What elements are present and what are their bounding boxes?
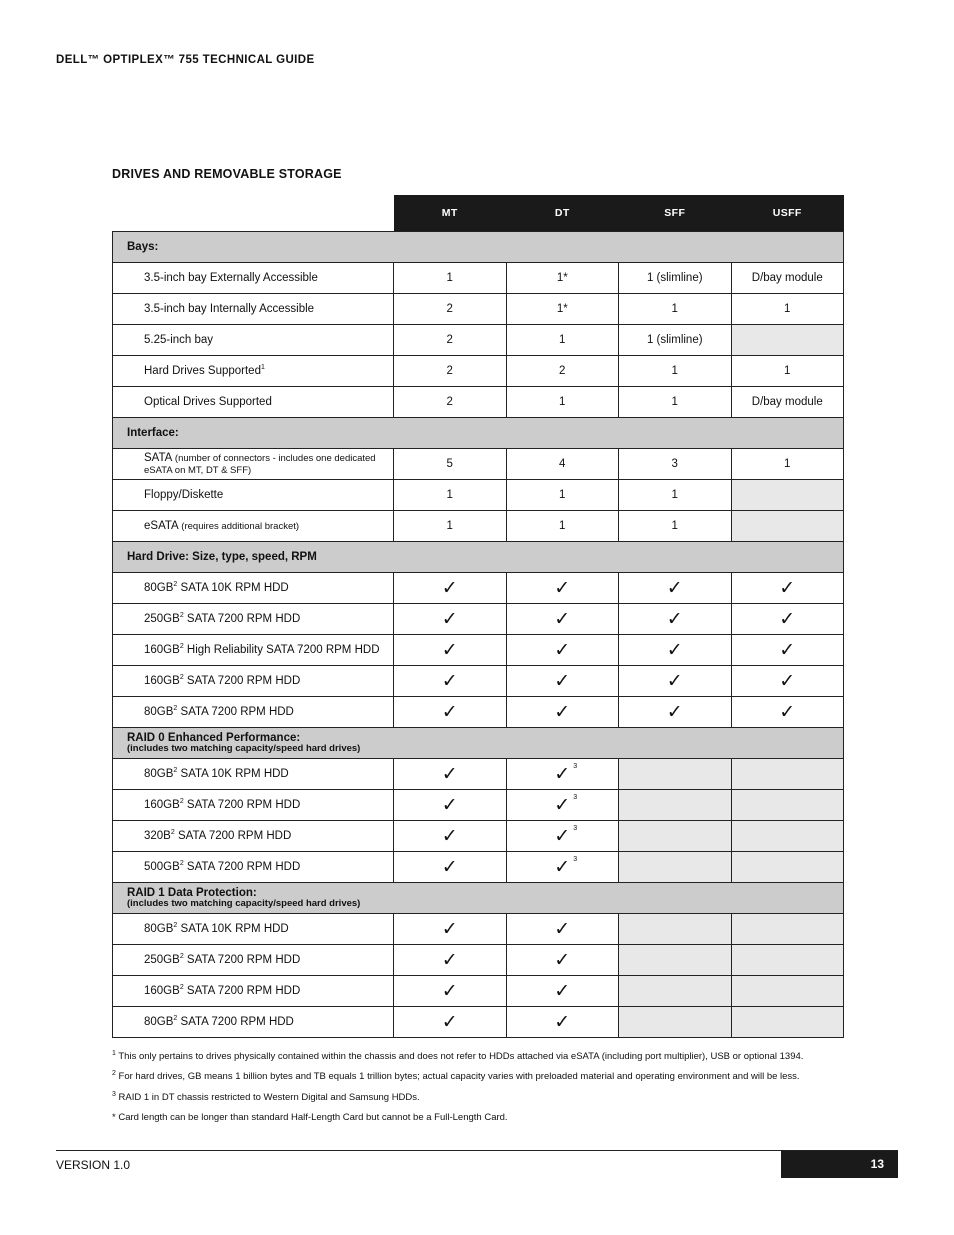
check-icon: ✓ (441, 576, 458, 599)
row-label-text: SATA (144, 452, 172, 465)
check-icon: ✓ (441, 824, 458, 847)
drive-description: SATA 7200 RPM HDD (183, 613, 301, 625)
footnote-ref: 2 (179, 984, 184, 992)
footnote-ref: 2 (173, 705, 178, 713)
check-icon: ✓ (441, 669, 458, 692)
row-label-text: eSATA (144, 520, 179, 532)
cell-dt (506, 945, 619, 976)
raid1-title: RAID 1 Data Protection: (127, 886, 257, 899)
footnote-text: This only pertains to drives physically contained within the chassis and does not refer to HDDs attached via eSATA (including port multiplier), USB or optional 1394. (115, 1051, 804, 1062)
cell-sff-not-available (619, 759, 732, 790)
footnote-text: * Card length can be longer than standard Half-Length Card but cannot be a Full-Length Card. (112, 1112, 508, 1124)
table-row (113, 821, 844, 852)
drive-size: 160GB (144, 675, 180, 687)
footnote-ref: 2 (179, 643, 184, 651)
check-icon: ✓ (554, 700, 571, 723)
cell-mt (394, 976, 507, 1007)
drive-description: SATA 7200 RPM HDD (177, 706, 294, 718)
cell-dt: 1 (506, 480, 619, 511)
drive-size: 500GB (144, 861, 180, 873)
drive-size: 250GB (144, 613, 180, 625)
footnote-3 (112, 1090, 852, 1103)
cell-usff-not-available (731, 759, 844, 790)
table-row (113, 759, 844, 790)
drive-description: SATA 7200 RPM HDD (183, 985, 301, 997)
table-row (113, 573, 844, 604)
table-row (113, 325, 844, 356)
table-row (113, 635, 844, 666)
cell-usff-not-available (731, 325, 844, 356)
row-label (113, 573, 394, 604)
footnote-ref: 2 (173, 1015, 178, 1023)
cell-sff: 1 (619, 480, 732, 511)
cell-dt: 1 (506, 387, 619, 418)
footnote-ref: 2 (179, 860, 184, 868)
check-icon: ✓ (666, 669, 683, 692)
cell-mt: 1 (394, 511, 507, 542)
check-icon: ✓ (441, 948, 458, 971)
footer-divider (56, 1150, 898, 1151)
check-icon: ✓ (779, 607, 796, 630)
table-row (113, 697, 844, 728)
check-icon: ✓ (554, 762, 571, 785)
row-label (113, 976, 394, 1007)
group-title-bays: Bays: (113, 232, 844, 263)
cell-dt (506, 852, 619, 883)
check-icon: ✓ (779, 700, 796, 723)
cell-sff: 1 (slimline) (619, 325, 732, 356)
check-icon: ✓ (666, 607, 683, 630)
cell-dt (506, 697, 619, 728)
drive-description: SATA 10K RPM HDD (177, 582, 289, 594)
row-label (113, 666, 394, 697)
cell-dt (506, 821, 619, 852)
group-title-hard-drive: Hard Drive: Size, type, speed, RPM (113, 542, 844, 573)
section-title: DRIVES AND REMOVABLE STORAGE (112, 167, 342, 181)
check-icon: ✓ (441, 1010, 458, 1033)
footnote-mark: 2 (112, 1070, 116, 1078)
drive-description: SATA 7200 RPM HDD (183, 675, 301, 687)
row-label (113, 1007, 394, 1038)
cell-dt (506, 790, 619, 821)
row-label (113, 449, 394, 480)
drive-description: SATA 7200 RPM HDD (174, 830, 292, 842)
cell-dt: 1 (506, 511, 619, 542)
row-label (113, 945, 394, 976)
cell-mt: 2 (394, 294, 507, 325)
cell-mt: 2 (394, 356, 507, 387)
drive-size: 160GB (144, 644, 180, 656)
table-row (113, 914, 844, 945)
drive-description: SATA 10K RPM HDD (177, 768, 289, 780)
column-header-sff: SFF (619, 195, 732, 232)
cell-sff: 1 (619, 387, 732, 418)
group-title-raid1 (113, 883, 844, 914)
cell-sff: 3 (619, 449, 732, 480)
row-label (113, 697, 394, 728)
cell-dt (506, 666, 619, 697)
drive-description: SATA 7200 RPM HDD (183, 861, 301, 873)
cell-usff: D/bay module (731, 263, 844, 294)
row-label-note: (requires additional bracket) (181, 521, 300, 532)
check-icon: ✓ (554, 948, 571, 971)
cell-mt: 5 (394, 449, 507, 480)
cell-mt (394, 945, 507, 976)
column-header-usff: USFF (731, 195, 844, 232)
table-row (113, 263, 844, 294)
raid1-subtitle: (includes two matching capacity/speed hard drives) (127, 898, 361, 910)
cell-usff-not-available (731, 821, 844, 852)
drive-size: 160GB (144, 985, 180, 997)
row-label (113, 604, 394, 635)
cell-sff: 1 (slimline) (619, 263, 732, 294)
table-row (113, 511, 844, 542)
column-header-dt: DT (506, 195, 619, 232)
cell-usff (731, 666, 844, 697)
cell-mt (394, 759, 507, 790)
cell-sff-not-available (619, 852, 732, 883)
cell-usff: D/bay module (731, 387, 844, 418)
cell-usff-not-available (731, 1007, 844, 1038)
row-label-text: Hard Drives Supported (144, 365, 261, 377)
row-label-note: (number of connectors - includes one dedicated (174, 453, 376, 465)
cell-sff (619, 666, 732, 697)
footnotes (112, 1049, 852, 1134)
drive-size: 250GB (144, 954, 180, 966)
drive-description: SATA 7200 RPM HDD (183, 954, 301, 966)
header-blank-cell (113, 195, 394, 232)
cell-dt (506, 759, 619, 790)
footnote-asterisk (112, 1113, 852, 1123)
cell-sff (619, 604, 732, 635)
row-label-note-line2: eSATA on MT, DT & SFF) (144, 464, 252, 476)
drive-description: SATA 10K RPM HDD (177, 923, 289, 935)
check-with-note: ✓ 3 (554, 855, 578, 878)
cell-sff: 1 (619, 511, 732, 542)
table-row (113, 387, 844, 418)
cell-dt (506, 1007, 619, 1038)
drive-size: 80GB (144, 768, 174, 780)
cell-usff-not-available (731, 945, 844, 976)
cell-mt: 1 (394, 480, 507, 511)
column-header-mt: MT (394, 195, 507, 232)
cell-dt: 2 (506, 356, 619, 387)
check-icon: ✓ (441, 762, 458, 785)
cell-mt (394, 573, 507, 604)
cell-dt (506, 914, 619, 945)
check-icon: ✓ (441, 700, 458, 723)
table-row (113, 790, 844, 821)
check-with-note: ✓ 3 (554, 793, 578, 816)
cell-sff (619, 635, 732, 666)
row-label: Floppy/Diskette (113, 480, 394, 511)
cell-mt (394, 914, 507, 945)
check-icon: ✓ (441, 793, 458, 816)
check-icon: ✓ (554, 917, 571, 940)
cell-mt (394, 697, 507, 728)
table-row (113, 852, 844, 883)
check-icon: ✓ (779, 638, 796, 661)
footnote-ref: 2 (179, 674, 184, 682)
check-icon: ✓ (441, 607, 458, 630)
check-icon: ✓ (441, 979, 458, 1002)
cell-mt (394, 852, 507, 883)
cell-usff (731, 573, 844, 604)
table-row (113, 449, 844, 480)
table-row (113, 480, 844, 511)
check-icon: ✓ (554, 793, 571, 816)
footnote-text: RAID 1 in DT chassis restricted to Western Digital and Samsung HDDs. (115, 1091, 420, 1103)
drive-description: High Reliability SATA 7200 RPM HDD (183, 644, 380, 656)
cell-usff-not-available (731, 976, 844, 1007)
cell-dt: 1 (506, 325, 619, 356)
cell-mt: 2 (394, 325, 507, 356)
footnote-ref: 2 (173, 581, 178, 589)
cell-sff: 1 (619, 294, 732, 325)
cell-usff-not-available (731, 852, 844, 883)
row-label: Optical Drives Supported (113, 387, 394, 418)
footnote-ref: 2 (179, 612, 184, 620)
footnote-1 (112, 1049, 852, 1062)
group-title-interface: Interface: (113, 418, 844, 449)
check-icon: ✓ (554, 669, 571, 692)
cell-mt (394, 790, 507, 821)
footnote-mark: 3 (112, 1090, 116, 1098)
cell-mt (394, 635, 507, 666)
check-with-note: ✓ 3 (554, 762, 578, 785)
cell-usff: 1 (731, 294, 844, 325)
cell-usff-not-available (731, 790, 844, 821)
cell-usff-not-available (731, 511, 844, 542)
drive-size: 80GB (144, 706, 174, 718)
version-label: VERSION 1.0 (56, 1158, 131, 1172)
raid0-title: RAID 0 Enhanced Performance: (127, 731, 301, 744)
check-icon: ✓ (554, 638, 571, 661)
check-icon: ✓ (554, 576, 571, 599)
table-row (113, 976, 844, 1007)
cell-dt: 1* (506, 263, 619, 294)
cell-usff (731, 604, 844, 635)
cell-mt: 2 (394, 387, 507, 418)
check-icon: ✓ (779, 576, 796, 599)
row-label (113, 635, 394, 666)
row-label: 3.5-inch bay Externally Accessible (113, 263, 394, 294)
cell-mt (394, 1007, 507, 1038)
table-row (113, 1007, 844, 1038)
cell-dt (506, 976, 619, 1007)
cell-sff-not-available (619, 1007, 732, 1038)
cell-dt: 4 (506, 449, 619, 480)
footnote-ref: 2 (179, 798, 184, 806)
cell-mt: 1 (394, 263, 507, 294)
group-title-raid0 (113, 728, 844, 759)
drive-size: 320B (144, 830, 171, 842)
row-label (113, 511, 394, 542)
row-label (113, 914, 394, 945)
group-row-raid0 (113, 728, 844, 759)
row-label (113, 759, 394, 790)
cell-dt: 1* (506, 294, 619, 325)
cell-dt (506, 635, 619, 666)
cell-usff: 1 (731, 356, 844, 387)
group-row-hard-drive (113, 542, 844, 573)
table-row (113, 356, 844, 387)
drive-size: 160GB (144, 799, 180, 811)
table-row (113, 604, 844, 635)
row-label: 3.5-inch bay Internally Accessible (113, 294, 394, 325)
cell-usff-not-available (731, 914, 844, 945)
group-row-interface (113, 418, 844, 449)
drive-description: SATA 7200 RPM HDD (177, 1016, 294, 1028)
check-icon: ✓ (554, 979, 571, 1002)
footnote-ref: 2 (179, 953, 184, 961)
check-icon: ✓ (554, 607, 571, 630)
drive-size: 80GB (144, 923, 174, 935)
cell-sff-not-available (619, 821, 732, 852)
table-row (113, 945, 844, 976)
cell-usff-not-available (731, 480, 844, 511)
footnote-ref: 1 (260, 364, 265, 372)
cell-mt (394, 821, 507, 852)
check-icon: ✓ (441, 638, 458, 661)
cell-sff-not-available (619, 945, 732, 976)
cell-sff (619, 573, 732, 604)
group-row-bays (113, 232, 844, 263)
document-title: DELL™ OPTIPLEX™ 755 TECHNICAL GUIDE (56, 54, 315, 66)
check-icon: ✓ (779, 669, 796, 692)
cell-sff: 1 (619, 356, 732, 387)
cell-usff (731, 635, 844, 666)
raid0-subtitle: (includes two matching capacity/speed hard drives) (127, 743, 361, 755)
check-with-note: ✓ 3 (554, 824, 578, 847)
check-icon: ✓ (554, 855, 571, 878)
cell-dt (506, 604, 619, 635)
cell-sff-not-available (619, 790, 732, 821)
group-row-raid1 (113, 883, 844, 914)
table-row (113, 666, 844, 697)
cell-mt (394, 666, 507, 697)
row-label (113, 821, 394, 852)
footnote-ref: 2 (173, 922, 178, 930)
check-icon: ✓ (554, 824, 571, 847)
row-label (113, 790, 394, 821)
check-icon: ✓ (666, 576, 683, 599)
table-row (113, 294, 844, 325)
cell-dt (506, 573, 619, 604)
row-label (113, 852, 394, 883)
footnote-text: For hard drives, GB means 1 billion bytes and TB equals 1 trillion bytes; actual capacity varies with preloaded material and operating environment and will be less. (115, 1071, 800, 1083)
row-label: 5.25-inch bay (113, 325, 394, 356)
cell-mt (394, 604, 507, 635)
check-icon: ✓ (554, 1010, 571, 1033)
cell-usff (731, 697, 844, 728)
check-icon: ✓ (666, 700, 683, 723)
cell-sff-not-available (619, 914, 732, 945)
drive-size: 80GB (144, 582, 174, 594)
drives-storage-table (112, 195, 844, 1038)
check-icon: ✓ (666, 638, 683, 661)
table-header-row (113, 195, 844, 232)
drive-size: 80GB (144, 1016, 174, 1028)
footnote-mark: 1 (112, 1049, 116, 1057)
footnote-ref: 2 (170, 829, 175, 837)
footnote-2 (112, 1072, 852, 1082)
footnote-ref: 2 (173, 767, 178, 775)
row-label (113, 356, 394, 387)
drive-description: SATA 7200 RPM HDD (183, 799, 301, 811)
check-icon: ✓ (441, 855, 458, 878)
page-number: 13 (781, 1151, 898, 1178)
cell-usff: 1 (731, 449, 844, 480)
check-icon: ✓ (441, 917, 458, 940)
cell-sff (619, 697, 732, 728)
cell-sff-not-available (619, 976, 732, 1007)
